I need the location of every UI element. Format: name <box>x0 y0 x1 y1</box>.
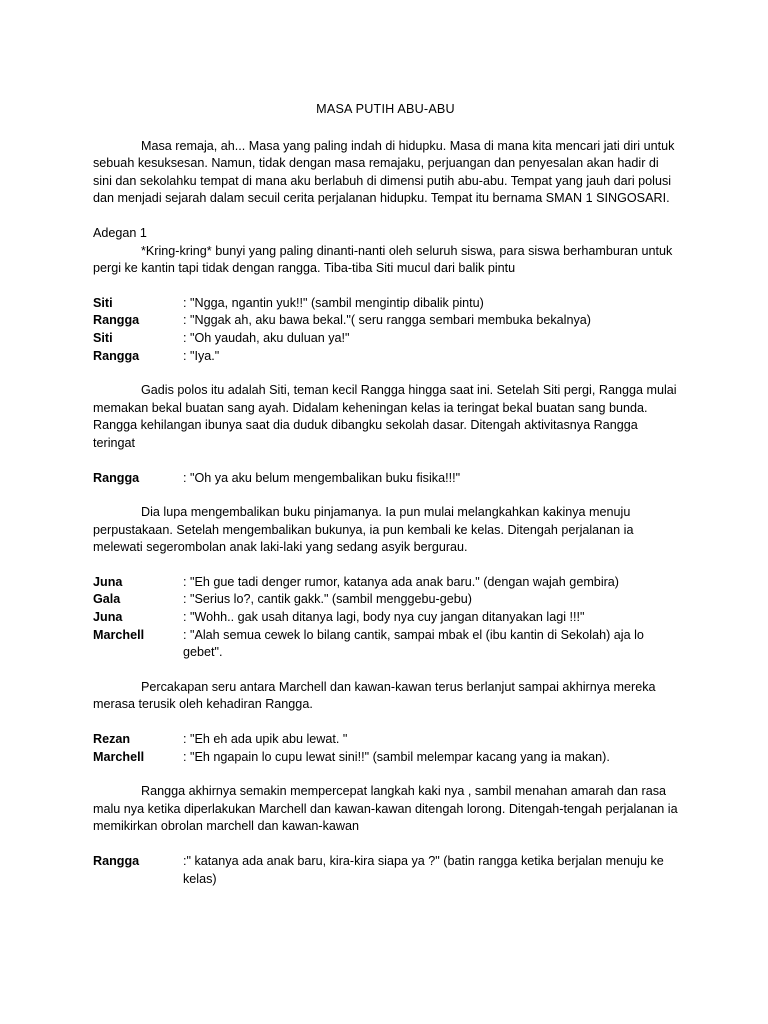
narration-paragraph-5: Rangga akhirnya semakin mempercepat langkah kaki nya , sambil menahan amarah dan rasa malu nya ketika diperlakukan Marchell dan kawan-kawan ditengah lorong. Ditengah-tengah perjalanan ia memikirkan obrolan marchell dan kawan-kawan <box>93 784 678 834</box>
speech-text: : "Nggak ah, aku bawa bekal."( seru rangga sembari membuka bekalnya) <box>183 313 591 328</box>
dialogue-line <box>93 295 678 313</box>
narration-paragraph-2: Gadis polos itu adalah Siti, teman kecil Rangga hingga saat ini. Setelah Siti pergi, Rangga mulai memakan bekal buatan sang ayah. Didalam keheningan kelas ia teringat bekal buatan sang bunda. Rangga kehilangan ibunya saat dia duduk dibangku sekolah dasar. Ditengah aktivitasnya Rangga teringat <box>93 383 677 450</box>
dialogue-line <box>93 853 678 888</box>
speaker-name: Marchell <box>93 627 145 642</box>
intro-paragraph: Masa remaja, ah... Masa yang paling indah di hidupku. Masa di mana kita mencari jati diri untuk sebuah kesuksesan. Namun, tidak dengan masa remajaku, perjuangan dan penyesalan akan hadir di sini dan sekolahku tempat di mana aku berlabuh di dimensi putih abu-abu. Tempat yang jauh dari polusi dan menjadi sejarah dalam secuil cerita perjalanan hidupku. Tempat itu bernama SMAN 1 SINGOSARI. <box>93 138 675 206</box>
dialogue-line <box>93 731 678 749</box>
dialogue-line <box>93 749 678 767</box>
dialogue-block-2 <box>93 470 678 488</box>
speaker-name: Siti <box>93 295 113 310</box>
speech-text: : "Eh gue tadi denger rumor, katanya ada anak baru." (dengan wajah gembira) <box>183 574 620 589</box>
dialogue-line <box>93 330 678 348</box>
narration-paragraph-4: Percakapan seru antara Marchell dan kawan-kawan terus berlanjut sampai akhirnya mereka merasa terusik oleh kehadiran Rangga. <box>93 679 656 712</box>
speaker-name: Rezan <box>93 732 131 747</box>
speaker-name: Gala <box>93 592 121 607</box>
speaker-name: Juna <box>93 610 123 625</box>
speaker-name: Rangga <box>93 313 140 328</box>
scene-intro-paragraph: *Kring-kring* bunyi yang paling dinanti-nanti oleh seluruh siswa, para siswa berhamburan untuk pergi ke kantin tapi tidak dengan rangga. Tiba-tiba Siti mucul dari balik pintu <box>93 243 673 276</box>
speech-text: : "Wohh.. gak usah ditanya lagi, body nya cuy jangan ditanyakan lagi !!!" <box>183 610 585 625</box>
speech-text: :" katanya ada anak baru, kira-kira siapa ya ?" (batin rangga ketika berjalan menuju ke kelas) <box>183 854 664 886</box>
dialogue-block-1 <box>93 295 678 365</box>
speech-text: : "Oh ya aku belum mengembalikan buku fisika!!!" <box>183 470 461 485</box>
dialogue-line <box>93 609 678 627</box>
speech-text: : "Oh yaudah, aku duluan ya!" <box>183 330 350 345</box>
dialogue-block-5 <box>93 853 678 888</box>
speaker-name: Rangga <box>93 854 140 868</box>
speech-text: : "Serius lo?, cantik gakk." (sambil menggebu-gebu) <box>183 592 472 607</box>
dialogue-line <box>93 470 678 488</box>
speaker-name: Juna <box>93 574 123 589</box>
speaker-name: Siti <box>93 330 113 345</box>
speaker-name: Rangga <box>93 470 140 485</box>
dialogue-line <box>93 591 678 609</box>
scene-heading: Adegan 1 <box>93 225 147 240</box>
dialogue-line <box>93 627 678 662</box>
dialogue-line <box>93 348 678 366</box>
dialogue-line <box>93 574 678 592</box>
narration-paragraph-3: Dia lupa mengembalikan buku pinjamanya. Ia pun mulai melangkahkan kakinya menuju perpustakaan. Setelah mengembalikan bukunya, ia pun kembali ke kelas. Ditengah perjalanan ia melewati segerombolan anak laki-laki yang sedang asyik bergurau. <box>93 505 634 555</box>
speaker-name: Marchell <box>93 749 145 764</box>
speech-text: : "Iya." <box>183 348 220 363</box>
dialogue-block-3 <box>93 574 678 662</box>
speech-text: : "Alah semua cewek lo bilang cantik, sampai mbak el (ibu kantin di Sekolah) aja lo gebet". <box>183 627 644 660</box>
speech-text: : "Eh ngapain lo cupu lewat sini!!" (sambil melempar kacang yang ia makan). <box>183 749 610 764</box>
document-title: MASA PUTIH ABU-ABU <box>316 102 455 116</box>
speech-text: : "Eh eh ada upik abu lewat. " <box>183 732 348 747</box>
speech-text: : "Ngga, ngantin yuk!!" (sambil mengintip dibalik pintu) <box>183 295 484 310</box>
dialogue-line <box>93 312 678 330</box>
dialogue-block-4 <box>93 731 678 766</box>
speaker-name: Rangga <box>93 348 140 363</box>
